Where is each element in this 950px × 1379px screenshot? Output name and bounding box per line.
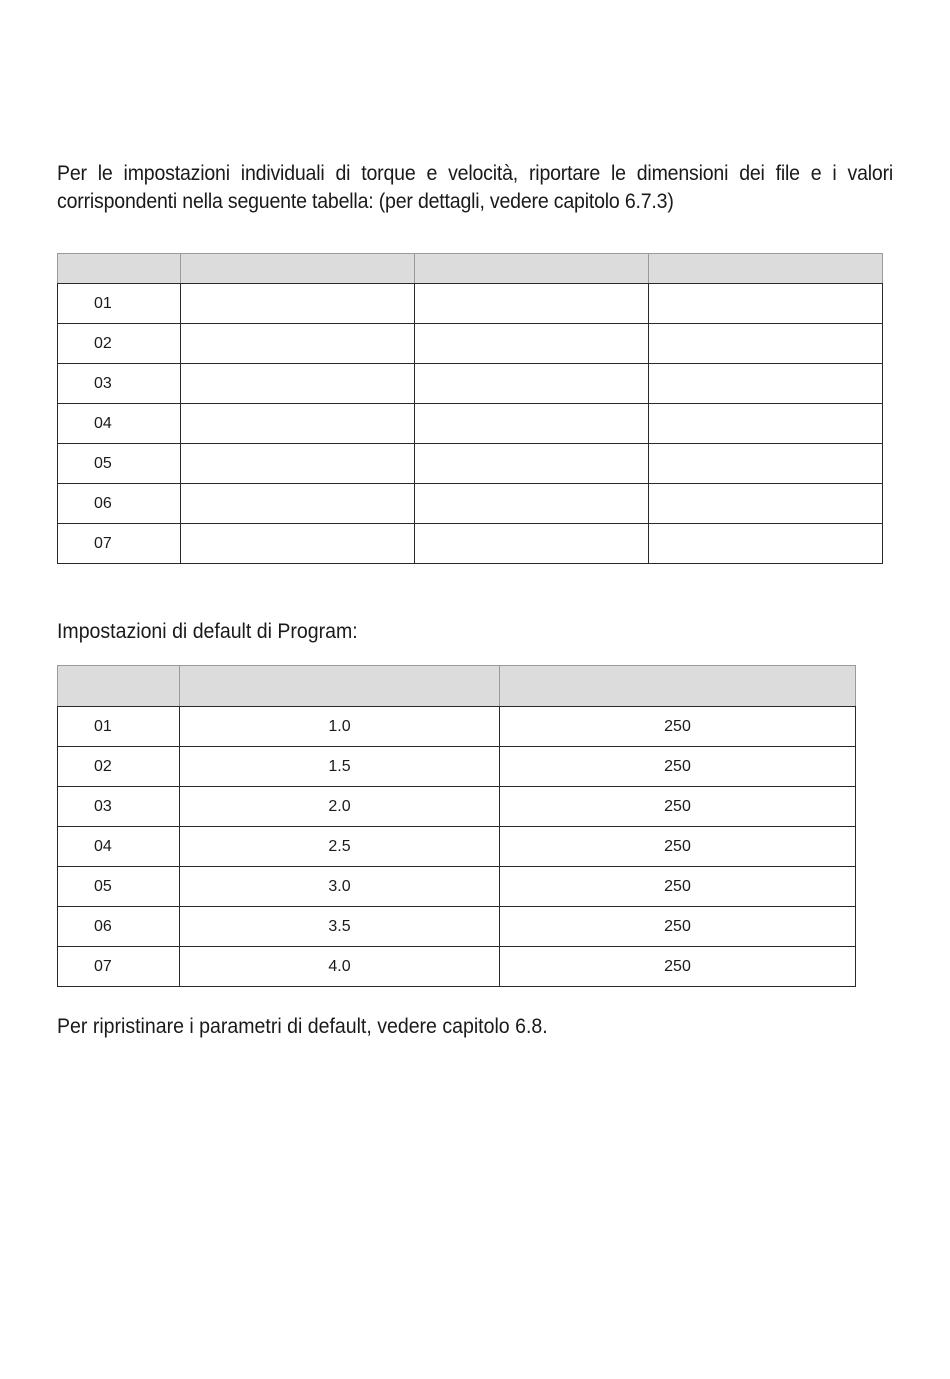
empty-cell bbox=[649, 284, 883, 324]
empty-cell bbox=[415, 284, 649, 324]
empty-cell bbox=[649, 364, 883, 404]
row-index: 05 bbox=[58, 867, 180, 907]
row-index: 04 bbox=[58, 827, 180, 867]
speed-value: 250 bbox=[500, 867, 856, 907]
row-index: 03 bbox=[58, 787, 180, 827]
table-row bbox=[58, 787, 856, 827]
empty-cell bbox=[649, 404, 883, 444]
empty-cell bbox=[181, 404, 415, 444]
row-index: 02 bbox=[58, 747, 180, 787]
speed-value: 250 bbox=[500, 907, 856, 947]
empty-cell bbox=[415, 324, 649, 364]
table-row bbox=[58, 404, 883, 444]
header-cell bbox=[415, 254, 649, 284]
empty-cell bbox=[649, 324, 883, 364]
row-index: 06 bbox=[58, 484, 181, 524]
row-index: 07 bbox=[58, 947, 180, 987]
speed-value: 250 bbox=[500, 947, 856, 987]
empty-cell bbox=[181, 284, 415, 324]
table-row bbox=[58, 907, 856, 947]
torque-value: 3.0 bbox=[180, 867, 500, 907]
row-index: 01 bbox=[58, 284, 181, 324]
empty-cell bbox=[415, 364, 649, 404]
table-row bbox=[58, 867, 856, 907]
torque-value: 4.0 bbox=[180, 947, 500, 987]
intro-paragraph: Per le impostazioni individuali di torque e velocità, riportare le dimensioni dei file e i valori corrispondenti nella seguente tabella: (per dettagli, vedere capitolo 6.7.3) bbox=[57, 162, 894, 213]
table-row bbox=[58, 524, 883, 564]
header-cell bbox=[649, 254, 883, 284]
empty-cell bbox=[181, 524, 415, 564]
table-row bbox=[58, 747, 856, 787]
torque-value: 2.5 bbox=[180, 827, 500, 867]
row-index: 03 bbox=[58, 364, 181, 404]
speed-value: 250 bbox=[500, 787, 856, 827]
defaults-heading: Impostazioni di default di Program: bbox=[57, 620, 358, 643]
table-row bbox=[58, 284, 883, 324]
table-row bbox=[58, 827, 856, 867]
empty-cell bbox=[649, 444, 883, 484]
empty-cell bbox=[649, 524, 883, 564]
header-cell bbox=[58, 666, 180, 707]
speed-value: 250 bbox=[500, 747, 856, 787]
empty-cell bbox=[181, 444, 415, 484]
row-index: 07 bbox=[58, 524, 181, 564]
header-cell bbox=[180, 666, 500, 707]
empty-cell bbox=[415, 444, 649, 484]
empty-cell bbox=[415, 484, 649, 524]
table-row bbox=[58, 324, 883, 364]
table-row bbox=[58, 484, 883, 524]
default-settings-table bbox=[57, 665, 856, 987]
row-index: 01 bbox=[58, 707, 180, 747]
speed-value: 250 bbox=[500, 707, 856, 747]
footer-note: Per ripristinare i parametri di default, vedere capitolo 6.8. bbox=[57, 1015, 548, 1038]
header-cell bbox=[500, 666, 856, 707]
empty-cell bbox=[181, 484, 415, 524]
row-index: 02 bbox=[58, 324, 181, 364]
torque-value: 3.5 bbox=[180, 907, 500, 947]
empty-cell bbox=[649, 484, 883, 524]
torque-value: 1.0 bbox=[180, 707, 500, 747]
empty-cell bbox=[181, 364, 415, 404]
empty-cell bbox=[181, 324, 415, 364]
row-index: 04 bbox=[58, 404, 181, 444]
empty-cell bbox=[415, 404, 649, 444]
table-row bbox=[58, 707, 856, 747]
table-header-row bbox=[58, 666, 856, 707]
row-index: 06 bbox=[58, 907, 180, 947]
header-cell bbox=[58, 254, 181, 284]
header-cell bbox=[181, 254, 415, 284]
torque-value: 1.5 bbox=[180, 747, 500, 787]
torque-value: 2.0 bbox=[180, 787, 500, 827]
empty-cell bbox=[415, 524, 649, 564]
speed-value: 250 bbox=[500, 827, 856, 867]
table-row bbox=[58, 364, 883, 404]
table-row bbox=[58, 947, 856, 987]
custom-settings-table bbox=[57, 253, 883, 564]
table-row bbox=[58, 444, 883, 484]
row-index: 05 bbox=[58, 444, 181, 484]
table-header-row bbox=[58, 254, 883, 284]
